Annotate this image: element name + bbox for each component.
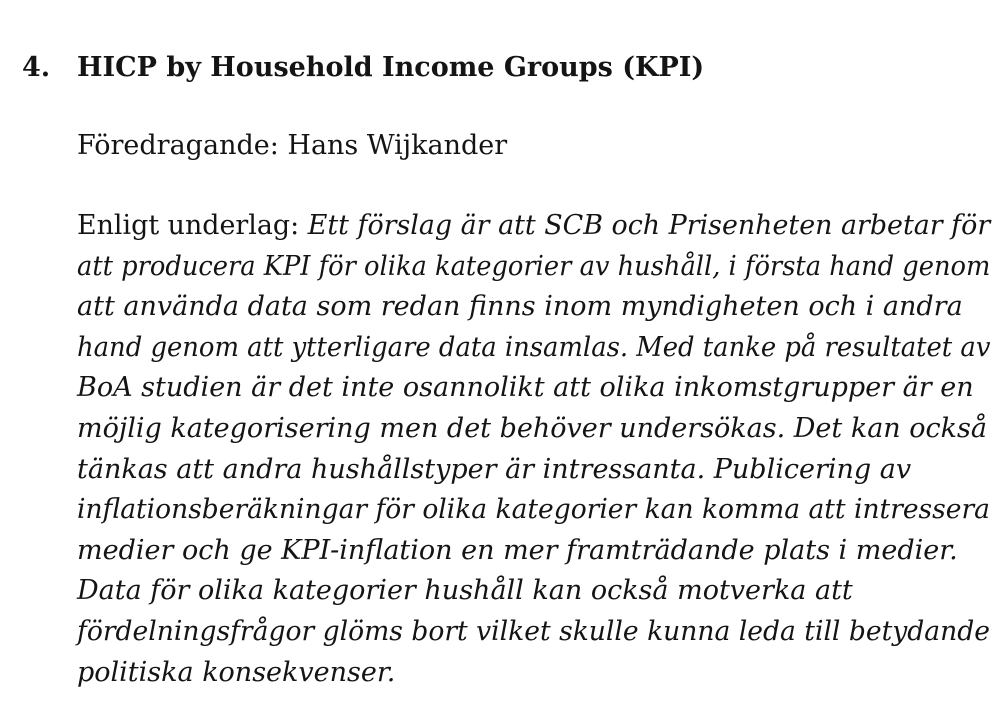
basis-label: Enligt underlag: [77,210,300,241]
section-heading [22,48,982,88]
basis-text-line: tänkas att andra hushållstyper är intressanta. Publicering av [77,453,912,485]
basis-text-line: att producera KPI för olika kategorier av hushåll, i första hand genom [77,250,991,282]
basis-text-line: medier och ge KPI-inflation en mer framträdande plats i medier. [77,534,958,566]
basis-text-line: Data för olika kategorier hushåll kan också motverka att [77,575,853,607]
basis-line-11 [77,612,990,653]
presenter-line: Föredragande: Hans Wijkander [77,130,508,161]
basis-line-7 [77,450,982,491]
section-number: 4. [22,52,51,83]
basis-line-6 [77,409,987,450]
basis-text-line: BoA studien är det inte osannolikt att olika inkomstgrupper är en [77,372,974,404]
basis-text-line: politiska konsekvenser. [77,656,396,688]
basis-paragraph [77,206,991,693]
basis-line-2 [77,247,991,288]
basis-line-5 [77,368,982,409]
section-title: HICP by Household Income Groups (KPI) [77,52,705,83]
basis-text-line: att använda data som redan finns inom myndigheten och i andra [77,291,963,323]
basis-text-line: fördelningsfrågor glöms bort vilket skulle kunna leda till betydande [77,615,990,647]
basis-text-line: hand genom att ytterligare data insamlas. Med tanke på resultatet av [77,331,991,363]
basis-line-4 [77,328,991,369]
basis-text-line: möjlig kategorisering men det behöver undersökas. Det kan också [77,412,987,444]
basis-line-1 [77,206,991,247]
basis-line-12 [77,653,982,694]
basis-text-line: Ett förslag är att SCB och Prisenheten arbetar för [307,210,991,241]
basis-line-10 [77,571,982,612]
basis-line-3 [77,287,982,328]
basis-line-9 [77,531,982,572]
basis-line-8 [77,490,990,531]
basis-text-line: inflationsberäkningar för olika kategorier kan komma att intressera [77,494,990,526]
